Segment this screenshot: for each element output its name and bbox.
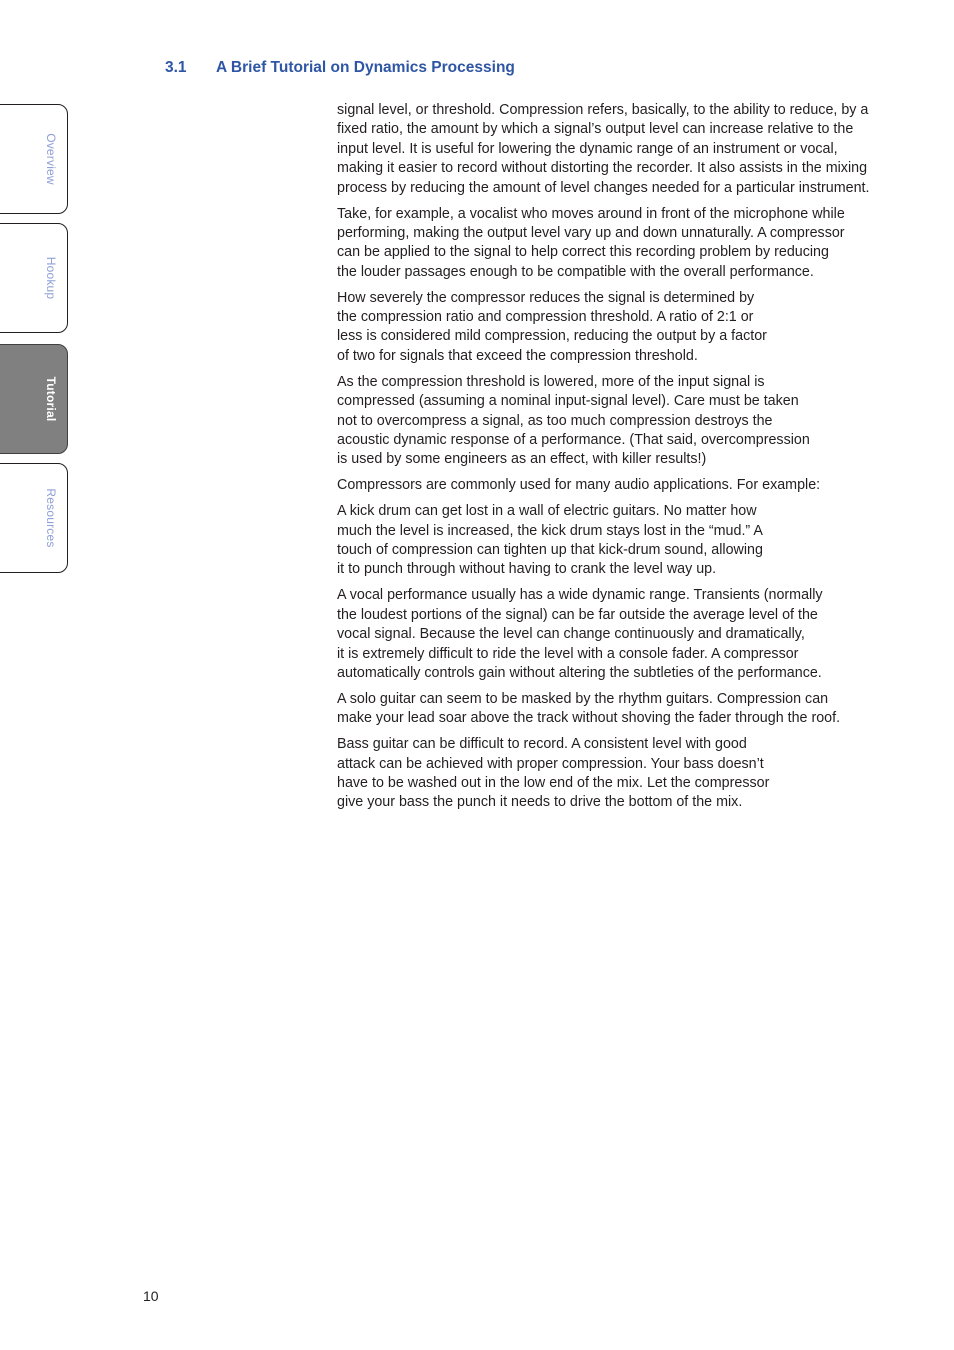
tab-resources[interactable] (0, 463, 68, 573)
tab-hookup-label: Hookup (44, 256, 58, 300)
paragraph: signal level, or threshold. Compression refers, basically, to the ability to reduce, by a fixed ratio, the amount by which a signal’s output level can increase relative to the input level. It is useful for lowering the dynamic range of an instrument or vocal, making it easier to record without distorting the recorder. It also assists in the mixing process by reducing the amount of level changes needed for a particular instrument. (337, 102, 870, 196)
paragraph: Bass guitar can be difficult to record. A consistent level with good attack can be achieved with proper compression. Your bass doesn’t have to be washed out in the low end of the mix. Let the compressor give your bass the punch it needs to drive the bottom of the mix. (337, 736, 770, 811)
tab-tutorial[interactable] (0, 344, 68, 454)
body-text (337, 101, 897, 819)
paragraph: Compressors are commonly used for many audio applications. For example: (337, 477, 821, 494)
paragraph: How severely the compressor reduces the signal is determined by the compression ratio and compression threshold. A ratio of 2:1 or less is considered mild compression, reducing the output by a factor of two for signals that exceed the compression threshold. (337, 289, 767, 364)
paragraph: A solo guitar can seem to be masked by the rhythm guitars. Compression can make your lead soar above the track without shoving the fader through the roof. (337, 690, 841, 727)
tab-tutorial-label: Tutorial (44, 376, 58, 422)
tab-overview-label: Overview (44, 133, 58, 185)
tab-overview[interactable] (0, 104, 68, 214)
tab-resources-label: Resources (44, 488, 58, 548)
section-heading (165, 59, 515, 77)
paragraph: As the compression threshold is lowered, more of the input signal is compressed (assuming a nominal input-signal level). Care must be taken not to overcompress a signal, as too much compression destroys the acoustic dynamic response of a performance. (That said, overcompression is used by some engineers as an effect, with killer results!) (337, 373, 810, 468)
paragraph: A kick drum can get lost in a wall of electric guitars. No matter how much the level is increased, the kick drum stays lost in the “mud.” A touch of compression can tighten up that kick-drum sound, allowing it to punch through without having to crank the level way up. (337, 503, 763, 578)
page-number: 10 (143, 1288, 159, 1304)
section-number: 3.1 (165, 59, 187, 76)
tab-hookup[interactable] (0, 223, 68, 333)
paragraph: A vocal performance usually has a wide dynamic range. Transients (normally the loudest portions of the signal) can be far outside the average level of the vocal signal. Because the level can change continuously and dramatically, it is extremely difficult to ride the level with a console fader. A compressor automatically controls gain without altering the subtleties of the performance. (337, 587, 823, 681)
paragraph: Take, for example, a vocalist who moves around in front of the microphone while performing, making the output level vary up and down unnaturally. A compressor can be applied to the signal to help correct this recording problem by reducing the louder passages enough to be compatible with the overall performance. (337, 205, 845, 280)
section-title: A Brief Tutorial on Dynamics Processing (216, 59, 515, 76)
